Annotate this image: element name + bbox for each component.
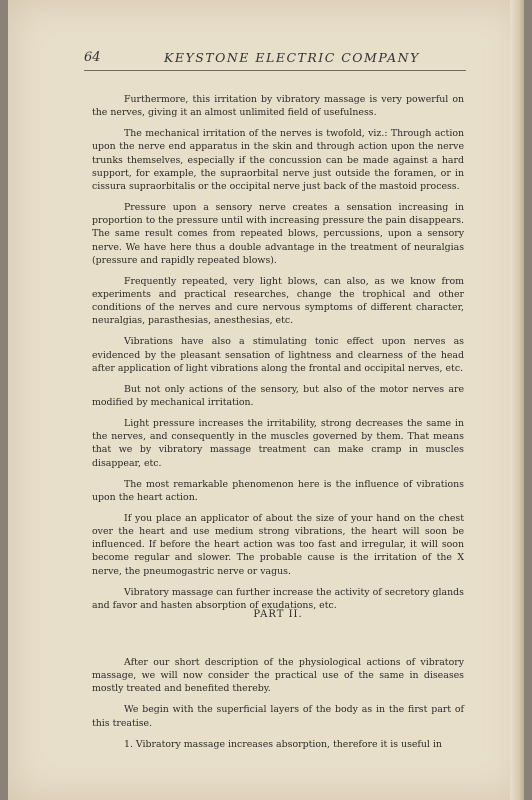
- page-edge: [510, 0, 524, 800]
- paragraph: Pressure upon a sensory nerve creates a sensation increasing in proportion to the pressure until with increasing pressure the pain disappears. The same result comes from repeated blows, percussions, upon a sensory nerve. We have here thus a double advantage in the treatment of neuralgias (pressure and rapidly repeated blows).: [92, 202, 464, 266]
- paragraph: The mechanical irritation of the nerves is twofold, viz.: Through action upon the nerve end apparatus in the skin and through action upon the nerve trunks themselves, especially if the concussion can be made against a hard support, for example, the supraorbital nerve just outside the foramen, or in cissura supraorbitalis or the occipital nerve just back of the mastoid process.: [92, 128, 464, 193]
- paragraph: Vibrations have also a stimulating tonic effect upon nerves as evidenced by the pleasant sensation of lightness and clearness of the head after application of light vibrations along the frontal and occipital nerves, etc.: [92, 336, 464, 374]
- part-heading: PART II.: [253, 609, 303, 620]
- paragraph: Light pressure increases the irritability, strong decreases the same in the nerves, and consequently in the muscles governed by them. That means that we by vibratory massage treatment can make cramp in muscles disappear, etc.: [92, 418, 464, 469]
- paragraph: The most remarkable phenomenon here is the influence of vibrations upon the heart action.: [92, 478, 464, 503]
- paragraph: Furthermore, this irritation by vibratory massage is very powerful on the nerves, giving it an almost unlimited field of usefulness.: [92, 94, 464, 119]
- book-page: [8, 0, 524, 800]
- paragraph: Vibratory massage can further increase the activity of secretory glands and favor and hasten absorption of exudations, etc.: [92, 586, 464, 611]
- body-text-part2: [92, 656, 464, 759]
- paragraph: But not only actions of the sensory, but also of the motor nerves are modified by mechanical irritation.: [92, 383, 464, 409]
- paragraph: Frequently repeated, very light blows, can also, as we know from experiments and practical researches, change the trophical and other conditions of the nerves and cure nervous symptoms of different character, neuralgias, parasthesias, anesthesias, etc.: [92, 275, 464, 327]
- paragraph: We begin with the superficial layers of the body as in the first part of this treatise.: [92, 704, 464, 729]
- paragraph: 1. Vibratory massage increases absorption, therefore it is useful in: [124, 738, 442, 750]
- page-number: 64: [84, 50, 101, 65]
- running-head: KEYSTONE ELECTRIC COMPANY: [164, 50, 420, 65]
- paragraph: After our short description of the physiological actions of vibratory massage, we will now consider the practical use of the same in diseases mostly treated and benefited thereby.: [92, 657, 464, 695]
- page-header: [84, 50, 466, 71]
- body-text-part1: [92, 93, 464, 620]
- paragraph: If you place an applicator of about the size of your hand on the chest over the heart and use medium strong vibrations, the heart will soon be influenced. If before the heart action was too fast and irregular, it will soon become regular and slower. The probable cause is the irritation of the X nerve, the pneumogastric nerve or vagus.: [92, 512, 464, 577]
